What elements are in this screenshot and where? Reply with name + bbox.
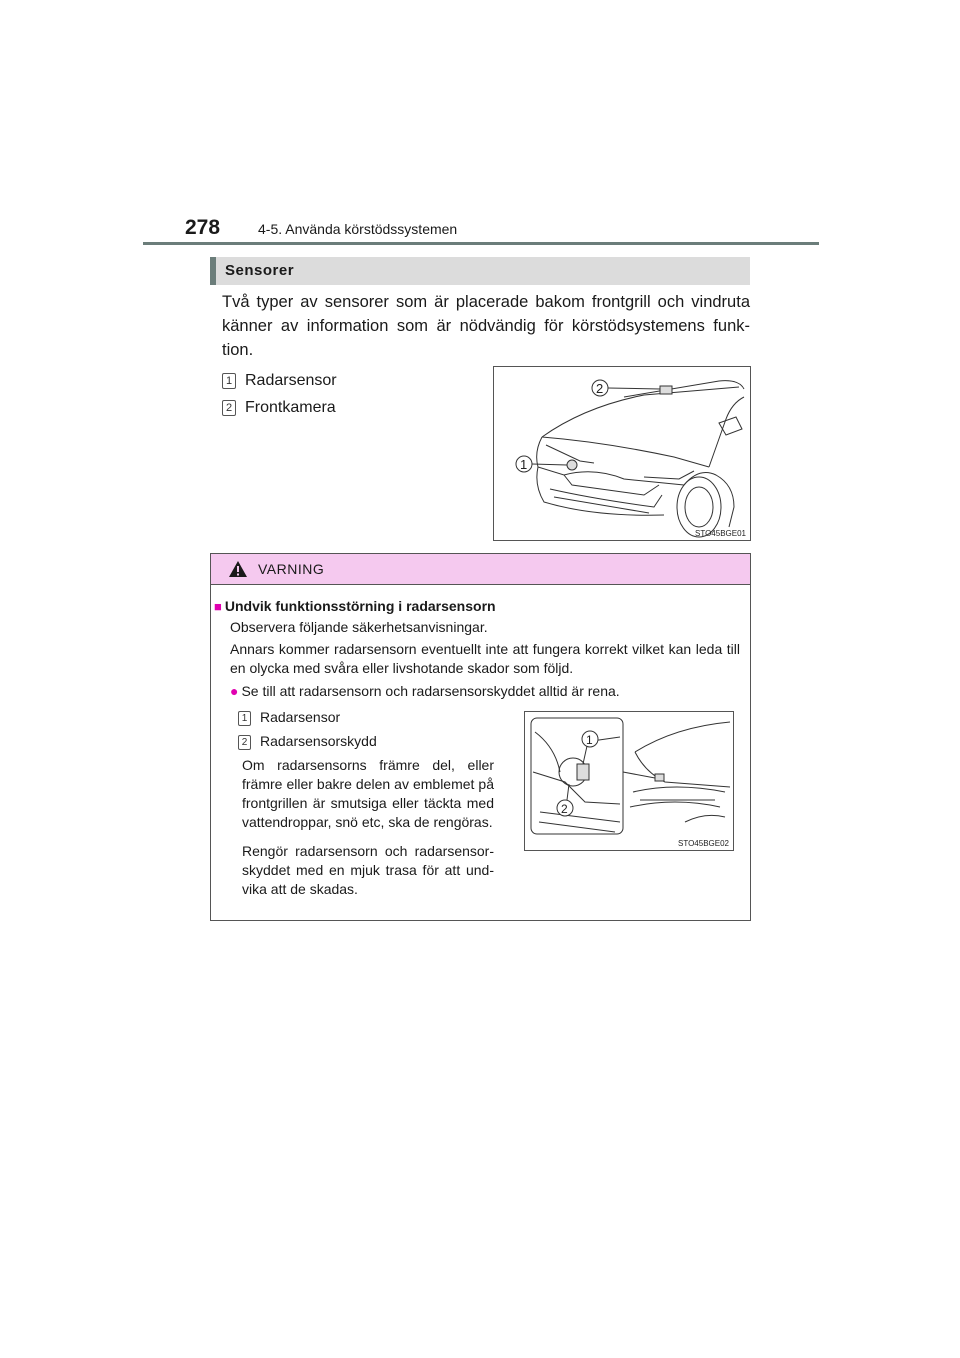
car-sensor-illustration — [493, 366, 751, 541]
section-title: 4-5. Använda körstödssystemen — [258, 221, 458, 237]
legend-label: Radarsensor — [245, 372, 337, 389]
number-badge: 2 — [222, 400, 236, 416]
warning-header — [211, 554, 750, 585]
number-badge: 2 — [238, 735, 251, 750]
banner-accent-bar — [210, 257, 216, 285]
legend-label: Radarsensor — [260, 709, 341, 725]
warning-heading-text: Undvik funktionsstörning i radarsensorn — [224, 598, 496, 614]
radar-sensor-illustration — [524, 711, 734, 851]
number-badge: 1 — [238, 711, 251, 726]
number-badge: 1 — [222, 373, 236, 389]
round-bullet-icon: ● — [230, 683, 239, 699]
warning-para-3: Om radarsensorns främre del, eller främre eller bakre delen av emblemet på frontgrillen är smutsiga eller täckta med vattendroppar, snö etc, ska de rengöras. — [242, 757, 494, 830]
sensorer-banner — [210, 257, 750, 285]
header-rule — [143, 242, 819, 245]
intro-paragraph: Två typer av sensorer som är placerade bakom frontgrill och vindruta känner av information som är nödvändig för körstödsystemens funk- tion. — [222, 293, 750, 359]
square-bullet-icon: ■ — [214, 599, 222, 614]
radar-closeup-drawing — [525, 712, 733, 850]
warning-para-1: Observera följande säkerhetsanvisningar. — [230, 619, 488, 635]
legend-item-frontkamera — [222, 399, 336, 417]
legend-label: Radarsensorskydd — [260, 733, 377, 749]
warning-bullet-text: Se till att radarsensorn och radarsensorskyddet alltid är rena. — [241, 683, 620, 699]
figure-code: STO45BGE02 — [678, 839, 729, 848]
callout-2-label: 2 — [561, 802, 568, 816]
warning-para-4: Rengör radarsensorn och radarsensor- skyddet med en mjuk trasa för att und- vika att de skadas. — [242, 843, 494, 897]
warning-bullet — [230, 682, 740, 701]
warning-legend-radarsensorskydd — [238, 732, 377, 751]
callout-2-label: 2 — [596, 381, 604, 396]
warning-heading — [214, 597, 496, 616]
legend-label: Frontkamera — [245, 399, 336, 416]
warning-title: VARNING — [258, 561, 325, 577]
warning-para-2: Annars kommer radarsensorn eventuellt inte att fungera korrekt vilket kan leda till en olycka med svåra eller livshotande skador som följd. — [230, 641, 740, 676]
warning-box — [210, 553, 751, 921]
warning-triangle-icon — [228, 560, 248, 578]
figure-code: STO45BGE01 — [695, 529, 746, 538]
page-number: 278 — [185, 216, 221, 239]
warning-legend-radarsensor — [238, 708, 340, 727]
car-front-drawing — [494, 367, 750, 540]
banner-title: Sensorer — [225, 262, 295, 279]
callout-1-label: 1 — [520, 457, 528, 472]
callout-1-label: 1 — [586, 733, 593, 747]
legend-item-radarsensor — [222, 372, 337, 390]
